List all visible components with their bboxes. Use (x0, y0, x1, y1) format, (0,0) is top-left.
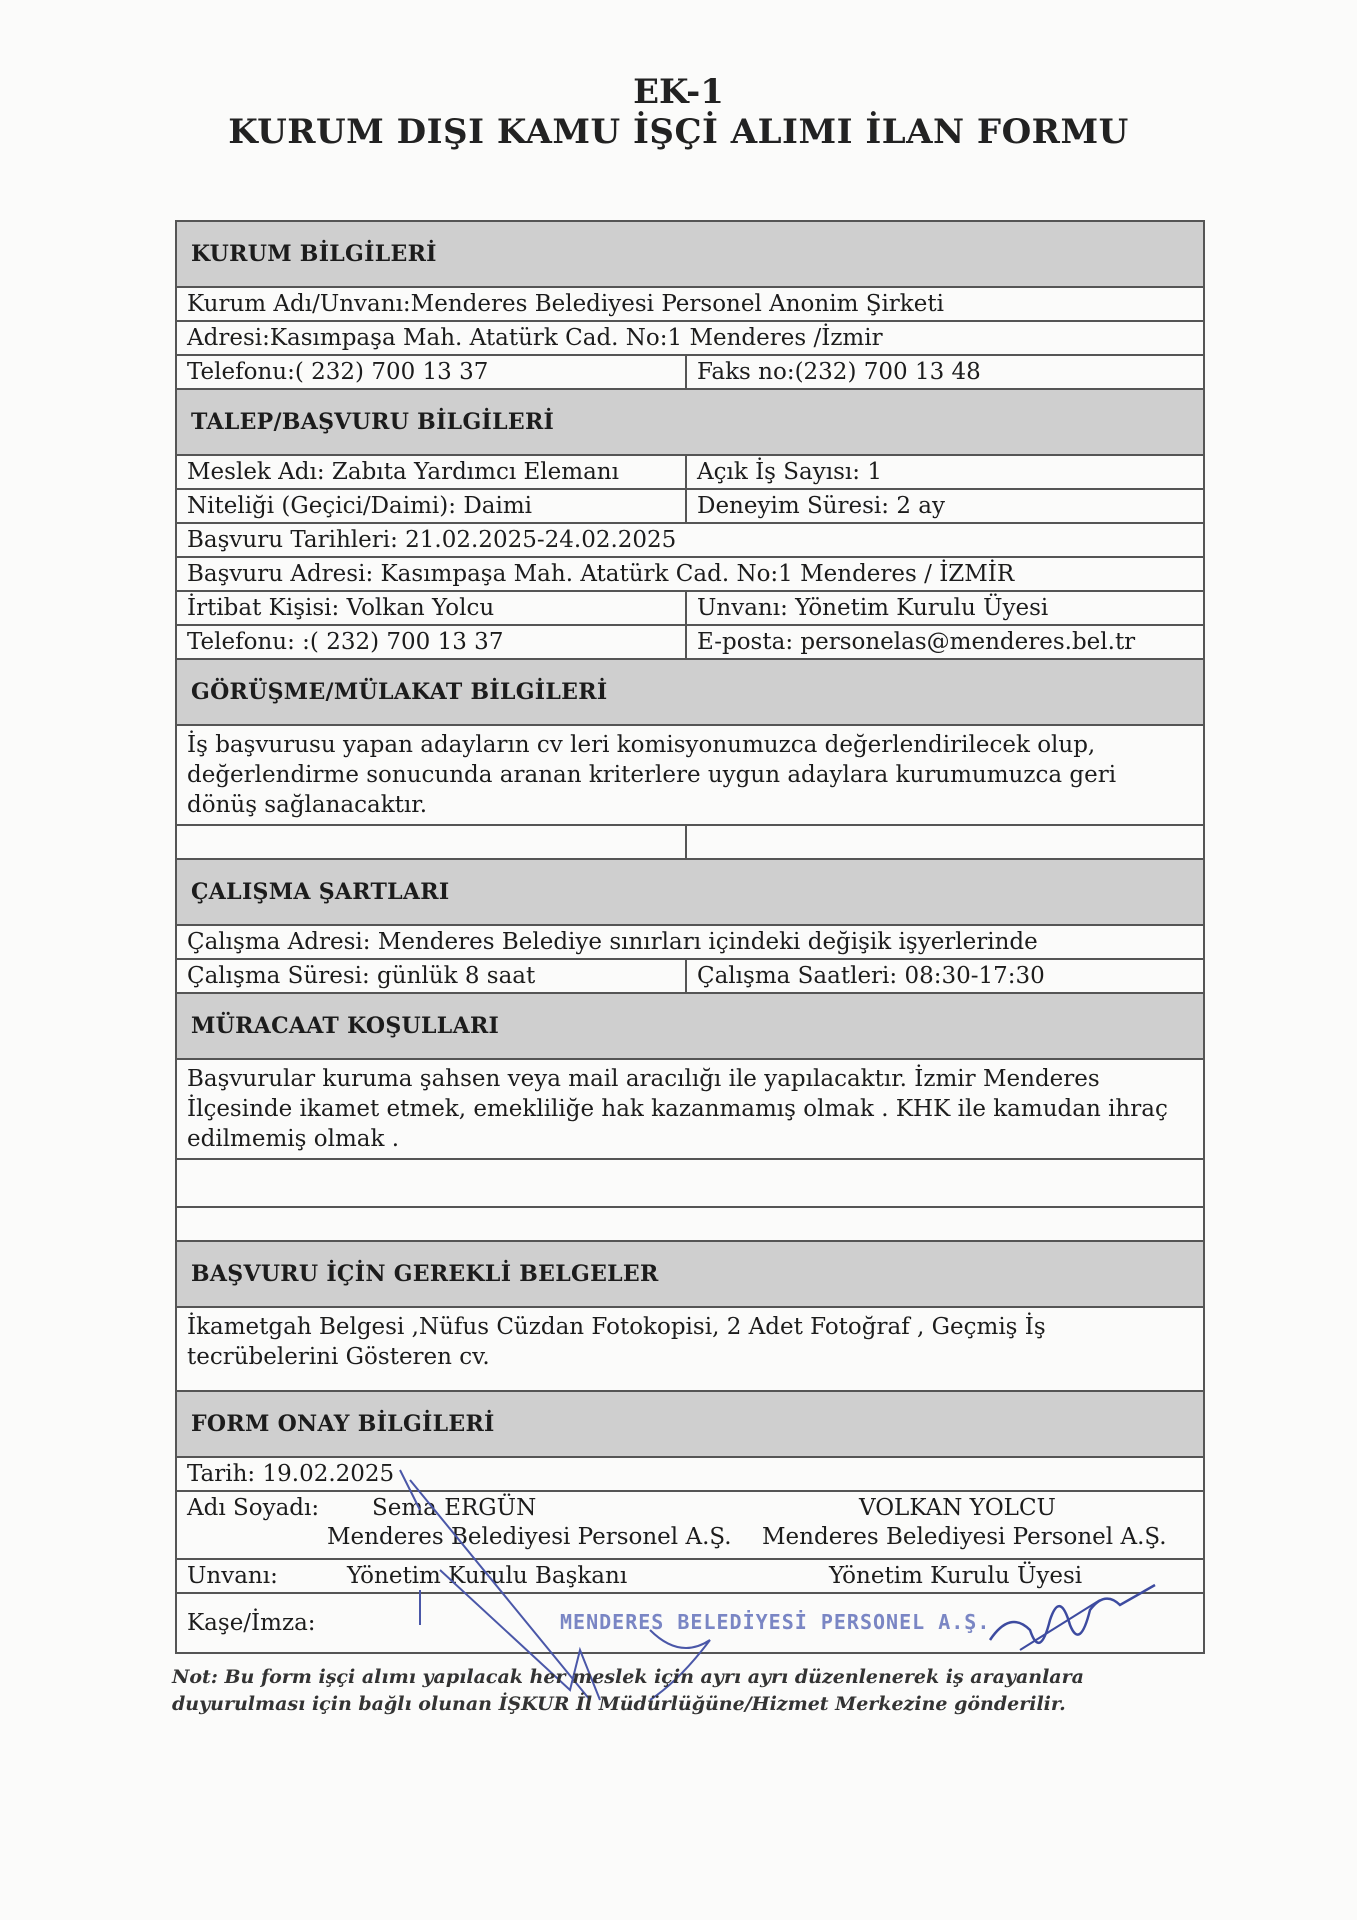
imzaci-1-adi: Sema ERGÜN (372, 1495, 537, 1521)
muracaat-empty-row-2 (175, 1206, 1205, 1240)
calisma-adresi-row (175, 924, 1205, 958)
spacer (175, 1192, 1205, 1206)
note-prefix: Not: (172, 1666, 218, 1688)
basvuru-tarihleri: Başvuru Tarihleri: 21.02.2025-24.02.2025 (187, 527, 677, 553)
section-form-onay: FORM ONAY BİLGİLERİ (175, 1390, 1205, 1456)
section-gerekli-belgeler: BAŞVURU İÇİN GEREKLİ BELGELER (175, 1240, 1205, 1306)
gorusme-empty-row (175, 824, 1205, 858)
ilan-form (175, 220, 1205, 1654)
nitelik-row (175, 488, 1205, 522)
basvuru-adresi: Başvuru Adresi: Kasımpaşa Mah. Atatürk Cad. No:1 Menderes / İZMİR (187, 561, 1015, 587)
kurum-adi-row (175, 286, 1205, 320)
basvuru-tarihleri-row (175, 522, 1205, 556)
empty-cell (687, 826, 1203, 858)
belgeler-text: İkametgah Belgesi ,Nüfus Cüzdan Fotokopisi, 2 Adet Fotoğraf , Geçmiş İş tecrübelerini Gösteren cv. (187, 1314, 1046, 1370)
muracaat-text: Başvurular kuruma şahsen veya mail aracılığı ile yapılacaktır. İzmir Menderes İlçesinde ikamet etmek, emekliliğe hak kazanmamış olmak . KHK ile kamudan ihraç edilmemiş olmak . (187, 1066, 1168, 1152)
kurum-adres-row (175, 320, 1205, 354)
acik-is-sayisi: Açık İş Sayısı: 1 (697, 459, 882, 485)
belgeler-text-row (175, 1306, 1205, 1376)
talep-iletisim-row (175, 624, 1205, 658)
imzaci-1-unvan: Yönetim Kurulu Başkanı (347, 1563, 628, 1589)
talep-telefon: Telefonu: :( 232) 700 13 37 (177, 626, 687, 658)
kurum-adi: Kurum Adı/Unvanı:Menderes Belediyesi Personel Anonim Şirketi (187, 291, 944, 317)
gorusme-text-row (175, 724, 1205, 824)
spacer (175, 1376, 1205, 1390)
imzaci-2-unvan: Yönetim Kurulu Üyesi (829, 1563, 1083, 1589)
imzaci-2-adi: VOLKAN YOLCU (859, 1495, 1056, 1521)
meslek-adi: Meslek Adı: Zabıta Yardımcı Elemanı (177, 456, 687, 488)
calisma-sure-row (175, 958, 1205, 992)
muracaat-empty-row-1 (175, 1158, 1205, 1192)
calisma-suresi: Çalışma Süresi: günlük 8 saat (177, 960, 687, 992)
section-gorusme-mulakat: GÖRÜŞME/MÜLAKAT BİLGİLERİ (175, 658, 1205, 724)
kase-imza-label: Kaşe/İmza: (187, 1610, 316, 1636)
gorusme-text: İş başvurusu yapan adayların cv leri komisyonumuzca değerlendirilecek olup, değerlendirme sonucunda aranan kriterlere uygun adaylara kurumumuzca geri dönüş sağlanacaktır. (187, 732, 1117, 818)
irtibat-unvani: Unvanı: Yönetim Kurulu Üyesi (697, 595, 1049, 621)
adi-soyadi-label: Adı Soyadı: (187, 1495, 320, 1521)
kurum-faks: Faks no:(232) 700 13 48 (697, 359, 981, 385)
imzaci-2-kurum: Menderes Belediyesi Personel A.Ş. (762, 1524, 1167, 1550)
empty-cell (177, 826, 687, 858)
deneyim-suresi: Deneyim Süresi: 2 ay (697, 493, 945, 519)
meslek-row (175, 454, 1205, 488)
form-title: KURUM DIŞI KAMU İŞÇİ ALIMI İLAN FORMU (228, 112, 1129, 152)
imzaci-1-kurum: Menderes Belediyesi Personel A.Ş. (327, 1524, 732, 1550)
empty-cell (177, 1160, 1203, 1192)
empty-cell (177, 1208, 1203, 1240)
calisma-saatleri: Çalışma Saatleri: 08:30-17:30 (697, 963, 1045, 989)
section-kurum-bilgileri: KURUM BİLGİLERİ (175, 220, 1205, 286)
section-calisma-sartlari: ÇALIŞMA ŞARTLARI (175, 858, 1205, 924)
footer-note (172, 1664, 1212, 1718)
kurum-telefon: Telefonu:( 232) 700 13 37 (177, 356, 687, 388)
niteligi: Niteliği (Geçici/Daimi): Daimi (177, 490, 687, 522)
kurum-adres: Adresi:Kasımpaşa Mah. Atatürk Cad. No:1 Menderes /İzmir (187, 325, 883, 351)
company-stamp: MENDERES BELEDİYESİ PERSONEL A.Ş. (560, 1610, 991, 1634)
kurum-iletisim-row (175, 354, 1205, 388)
calisma-adresi: Çalışma Adresi: Menderes Belediye sınırları içindeki değişik işyerlerinde (187, 929, 1038, 955)
talep-eposta: E-posta: personelas@menderes.bel.tr (697, 629, 1136, 655)
section-talep-basvuru: TALEP/BAŞVURU BİLGİLERİ (175, 388, 1205, 454)
irtibat-kisisi: İrtibat Kişisi: Volkan Yolcu (177, 592, 687, 624)
basvuru-adresi-row (175, 556, 1205, 590)
irtibat-row (175, 590, 1205, 624)
form-code: EK-1 (633, 72, 724, 112)
onay-tarih: Tarih: 19.02.2025 (187, 1461, 395, 1487)
note-text: Bu form işçi alımı yapılacak her meslek için ayrı ayrı düzenlenerek iş arayanlara duyurulması için bağlı olunan İŞKUR İl Müdürlüğüne/Hizmet Merkezine gönderilir. (172, 1666, 1084, 1715)
muracaat-text-row (175, 1058, 1205, 1158)
unvan-label: Unvanı: (187, 1563, 278, 1589)
section-muracaat-kosullari: MÜRACAAT KOŞULLARI (175, 992, 1205, 1058)
